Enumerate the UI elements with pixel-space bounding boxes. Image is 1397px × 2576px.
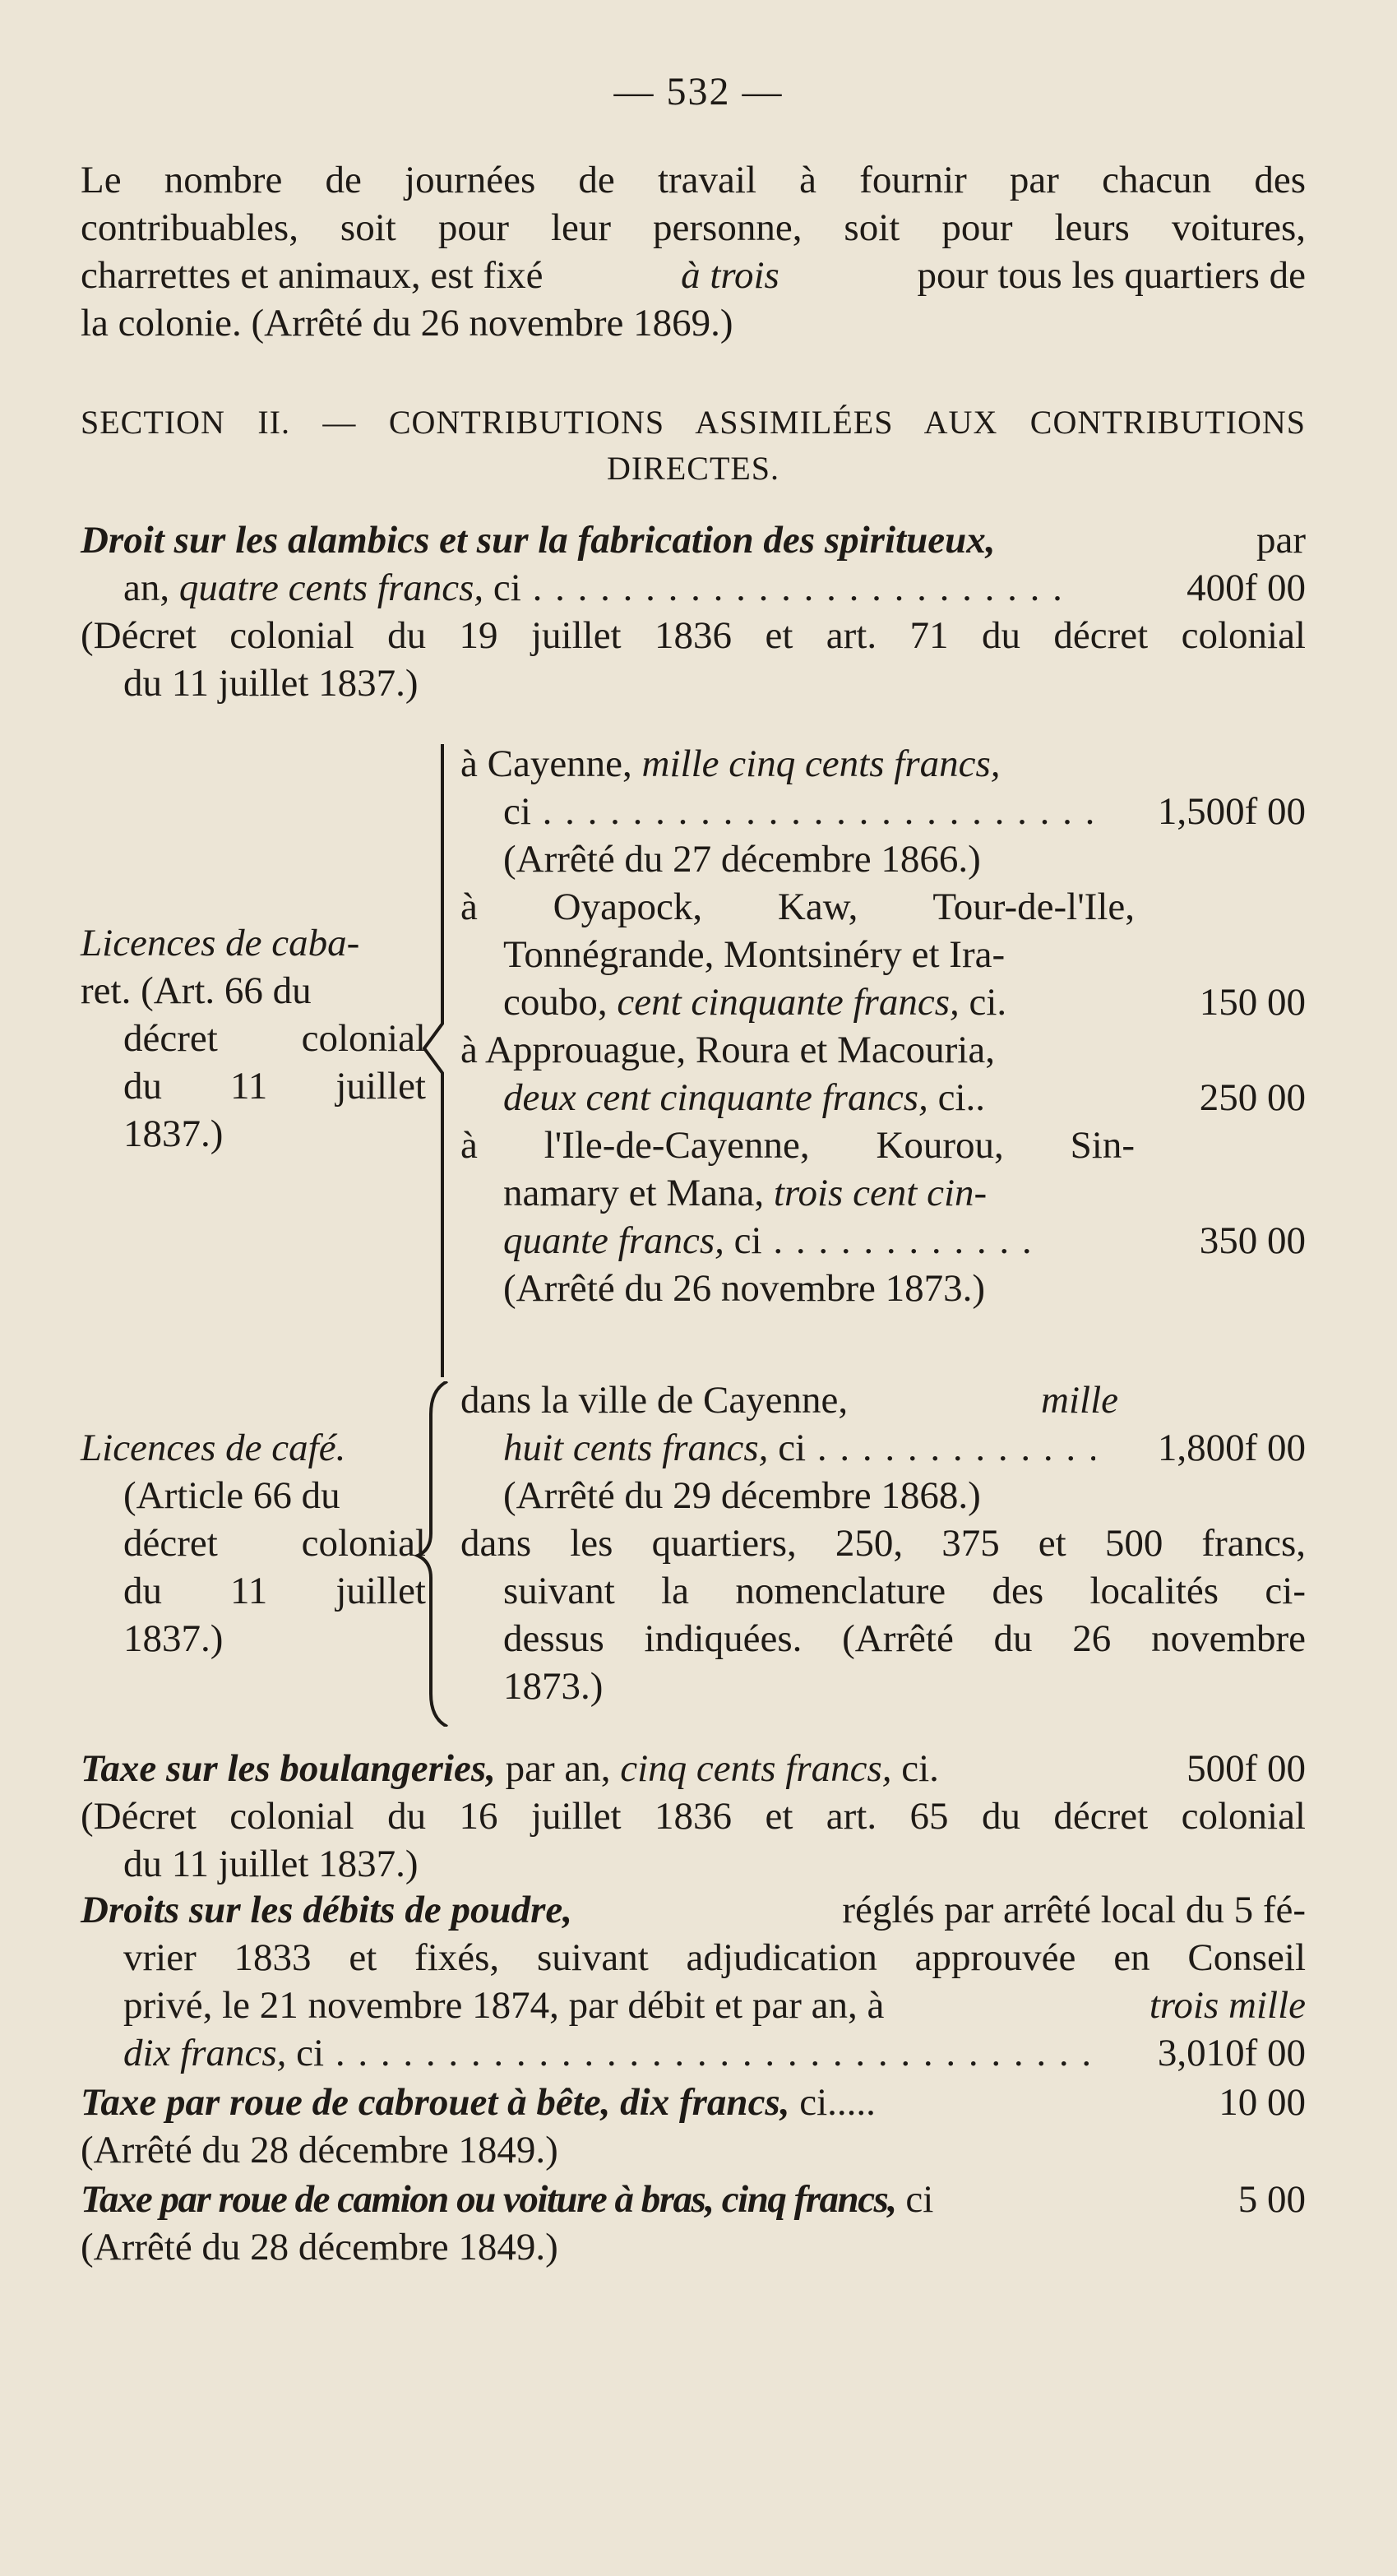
cabaret-label-line-3: décret colonial — [123, 1017, 426, 1060]
poudre-line-1 — [81, 1886, 1306, 1934]
alambics-ref-1: (Décret colonial du 19 juillet 1836 et art. 71 du décret colonial — [81, 614, 1306, 657]
cabaret-cayenne-line-1 — [460, 740, 1306, 788]
cabaret-cayenne-ref: (Arrêté du 27 décembre 1866.) — [503, 838, 981, 881]
poudre-line-2: vrier 1833 et fixés, suivant adjudication approuvée en Conseil — [123, 1936, 1306, 1979]
cafe-items — [460, 1376, 1306, 1710]
intro-line-2: contribuables, soit pour leur personne, soit pour leurs voitures, — [81, 206, 1306, 249]
cafe-ref: (Arrêté du 29 décembre 1868.) — [503, 1474, 981, 1517]
cabaret-text: à Oyapock, Kaw, Tour-de-l'Ile, — [460, 886, 1135, 928]
cafe-text: dans la ville de Cayenne, — [460, 1379, 849, 1422]
alambics-amount: 400f 00 — [1187, 567, 1306, 609]
cabaret-label-line-4: du 11 juillet — [123, 1065, 426, 1108]
camion-ci: ci — [905, 2178, 934, 2221]
cabaret-text: coubo, — [503, 981, 608, 1024]
section-heading-line-2: DIRECTES. — [606, 450, 780, 487]
cafe-label-line-1: Licences de café. — [81, 1427, 346, 1469]
cafe-ci: ci . . . — [778, 1427, 1095, 1469]
cafe-label — [81, 1424, 426, 1663]
cafe-line-5: suivant la nomenclature des localités ci- — [503, 1570, 1306, 1612]
cabaret-ci: ci . . . — [734, 1219, 1029, 1262]
cabaret-cayenne-line-2 — [460, 788, 1306, 835]
page-number: — 532 — — [613, 70, 784, 113]
cafe-label-line-2: (Article 66 du — [123, 1474, 340, 1517]
cabaret-amount-words: quante francs, — [503, 1219, 724, 1262]
intro-line-1: Le nombre de journées de travail à fournir par chacun des — [81, 159, 1306, 201]
cabaret-label-text: ret. (Art. 66 du — [81, 969, 312, 1012]
cabrouet-amount: 10 00 — [1219, 2081, 1306, 2124]
cabaret-amount-words: mille cinq cents francs, — [641, 742, 1001, 785]
poudre-line-3 — [81, 1982, 1306, 2029]
cafe-line-4: dans les quartiers, 250, 375 et 500 francs, — [460, 1522, 1306, 1565]
cabaret-amount-words: cent cinquante francs, — [617, 981, 960, 1024]
alambics-ci: ci . . . — [493, 567, 1061, 609]
cabaret-label-line-5: 1837.) — [123, 1112, 224, 1155]
boulangeries-line-1 — [81, 1745, 1306, 1792]
camion-amount: 5 00 — [1237, 2178, 1306, 2221]
alambics-text: an, — [123, 567, 170, 609]
poudre-line-4 — [81, 2029, 1306, 2077]
poudre-amount-words: dix francs, — [123, 2032, 287, 2074]
cabaret-approuague-line-1: à Approuague, Roura et Macouria, — [460, 1029, 995, 1071]
boulangeries-amount: 500f 00 — [1187, 1747, 1306, 1790]
cabaret-brace — [418, 744, 459, 1377]
boulangeries-text: par an, — [505, 1747, 611, 1790]
camion-title: Taxe par roue de camion ou voiture à bras, cinq francs, — [81, 2178, 896, 2221]
alambics-line-2 — [81, 564, 1306, 612]
cabrouet-line-1 — [81, 2079, 1306, 2126]
cafe-line-7: 1873.) — [503, 1665, 604, 1708]
section-heading — [81, 400, 1306, 492]
alambics-line-1 — [81, 516, 1306, 564]
section-heading-line-1: SECTION II. — CONTRIBUTIONS ASSIMILÉES AUX CONTRIBUTIONS — [81, 404, 1306, 441]
cabrouet-ci: ci..... — [799, 2081, 876, 2124]
cabaret-text: à Cayenne, — [460, 742, 632, 785]
cabaret-label-line-1 — [81, 919, 426, 967]
intro-line-4: la colonie. (Arrêté du 26 novembre 1869.) — [81, 302, 733, 345]
cabrouet-ref: (Arrêté du 28 décembre 1849.) — [81, 2129, 558, 2171]
cabrouet-entry — [81, 2079, 1306, 2174]
cabaret-oyapock-line-3 — [460, 978, 1306, 1026]
cabaret-oyapock-amount: 150 00 — [1199, 981, 1306, 1024]
poudre-ci: ci . . . — [296, 2032, 1102, 2074]
cabaret-amount-words: deux cent cinquante francs, — [503, 1076, 928, 1119]
cafe-label-line-4: du 11 juillet — [123, 1570, 426, 1612]
cabaret-oyapock-line-2: Tonnégrande, Montsinéry et Ira- — [503, 933, 1006, 976]
alambics-entry — [81, 516, 1306, 707]
cabaret-text: namary et Mana, — [503, 1172, 765, 1214]
cabaret-approuague-amount: 250 00 — [1199, 1076, 1306, 1119]
poudre-entry — [81, 1886, 1306, 2077]
cabaret-iledecayenne-amount: 350 00 — [1199, 1219, 1306, 1262]
cabaret-ci: ci. — [969, 981, 1007, 1024]
cafe-brace — [411, 1381, 460, 1727]
cabrouet-title: Taxe par roue de cabrouet à bête, dix francs, — [81, 2081, 790, 2124]
cabaret-iledecayenne-ref: (Arrêté du 26 novembre 1873.) — [503, 1267, 986, 1310]
cafe-line-2 — [460, 1424, 1306, 1472]
alambics-ref-2: du 11 juillet 1837.) — [123, 662, 419, 705]
cabaret-text: à l'Ile-de-Cayenne, Kourou, Sin- — [460, 1124, 1135, 1167]
cabaret-iledecayenne-line-3 — [460, 1217, 1306, 1265]
cafe-amount: 1,800f 00 — [1157, 1427, 1306, 1469]
cafe-amount-words: mille — [1041, 1379, 1118, 1422]
cabaret-cayenne-amount: 1,500f 00 — [1157, 790, 1306, 833]
alambics-amount-words: quatre cents francs, — [178, 567, 484, 609]
intro-emphasis: à trois — [681, 254, 779, 297]
cabaret-ci: ci . . . — [503, 790, 1095, 833]
intro-text: charrettes et animaux, est fixé — [81, 254, 544, 297]
poudre-amount-words: trois mille — [1149, 1984, 1306, 2027]
cabaret-amount-words: trois cent cin- — [773, 1172, 988, 1214]
cafe-amount-words: huit cents francs, — [503, 1427, 769, 1469]
boulangeries-amount-words: cinq cents francs, — [620, 1747, 892, 1790]
poudre-title: Droits sur les débits de poudre, — [81, 1889, 572, 1931]
poudre-text: réglés par arrêté local du 5 fé- — [842, 1889, 1306, 1931]
cabaret-ci: ci.. — [937, 1076, 986, 1119]
boulangeries-ref-2: du 11 juillet 1837.) — [123, 1843, 419, 1885]
cafe-label-line-3: décret colonial — [123, 1522, 426, 1565]
intro-line-3 — [81, 252, 1306, 299]
cafe-label-line-5: 1837.) — [123, 1617, 224, 1660]
boulangeries-entry — [81, 1745, 1306, 1888]
poudre-text: privé, le 21 novembre 1874, par débit et par an, à — [123, 1984, 885, 2027]
camion-entry — [81, 2176, 1306, 2271]
cabaret-label-line-2 — [81, 967, 426, 1015]
cabaret-label-text: Licences de caba- — [81, 922, 360, 964]
cabaret-oyapock-line-1 — [460, 883, 1135, 931]
cafe-line-6: dessus indiquées. (Arrêté du 26 novembre — [503, 1617, 1306, 1660]
cabaret-items — [460, 740, 1306, 1312]
camion-ref: (Arrêté du 28 décembre 1849.) — [81, 2226, 558, 2268]
boulangeries-ref-1: (Décret colonial du 16 juillet 1836 et art. 65 du décret colonial — [81, 1795, 1306, 1838]
alambics-text: par — [1256, 519, 1306, 562]
cafe-line-1 — [460, 1376, 1118, 1424]
intro-paragraph — [81, 156, 1306, 347]
cabaret-iledecayenne-line-2 — [460, 1169, 1306, 1217]
cabaret-approuague-line-2 — [460, 1074, 1306, 1122]
intro-text: pour tous les quartiers de — [917, 254, 1306, 297]
camion-line-1 — [81, 2176, 1306, 2223]
boulangeries-title: Taxe sur les boulangeries, — [81, 1747, 496, 1790]
poudre-amount: 3,010f 00 — [1157, 2032, 1306, 2074]
boulangeries-ci: ci. — [901, 1747, 939, 1790]
cabaret-iledecayenne-line-1 — [460, 1122, 1135, 1169]
alambics-title: Droit sur les alambics et sur la fabrication des spiritueux, — [81, 519, 996, 562]
cabaret-label — [81, 919, 426, 1158]
